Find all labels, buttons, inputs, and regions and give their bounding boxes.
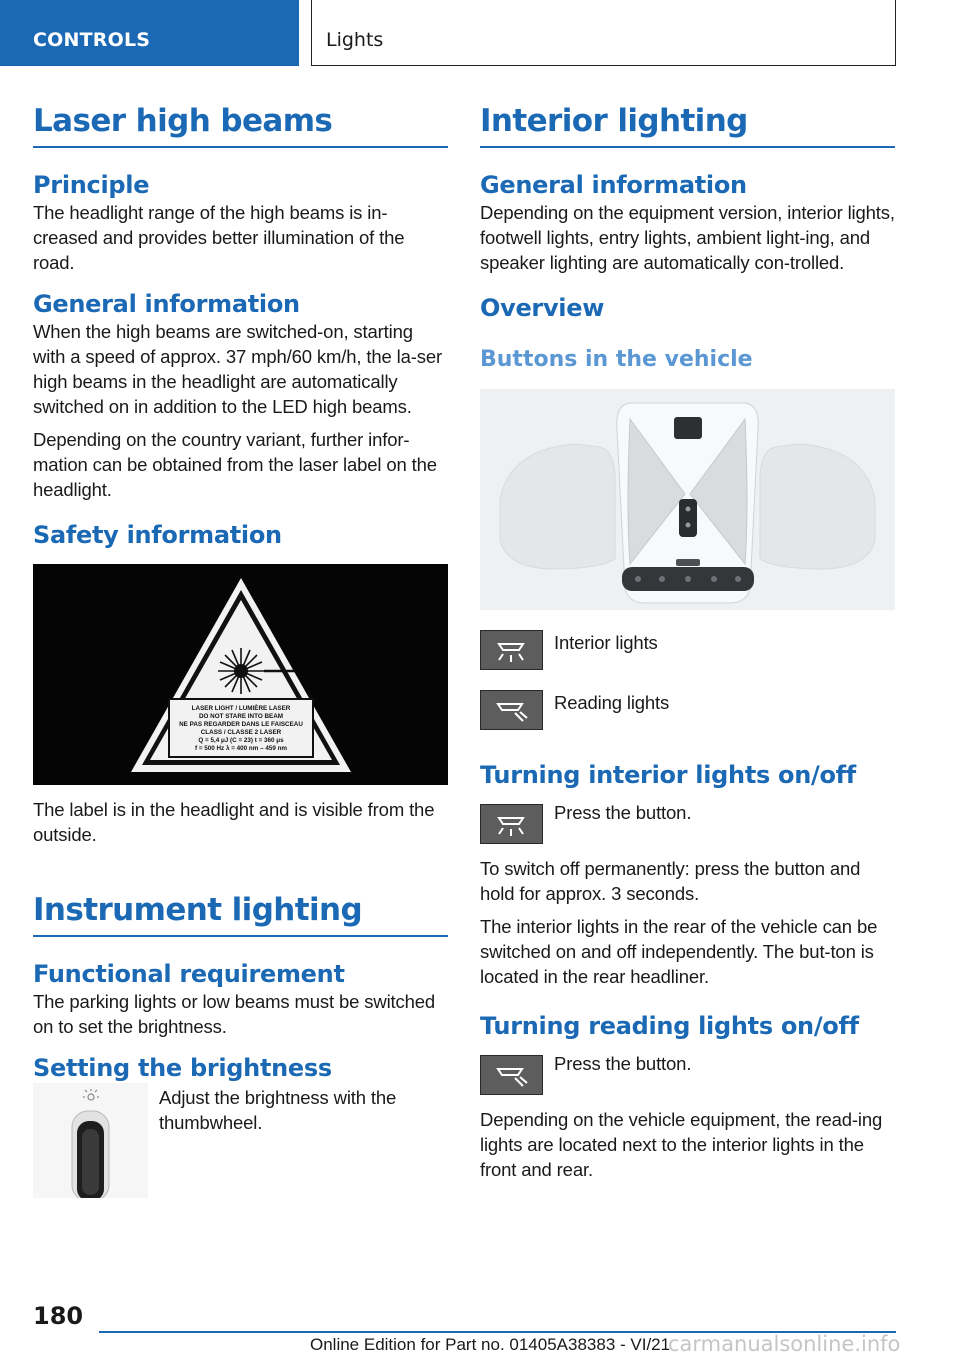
interior-general-text: Depending on the equipment version, interior lights, footwell lights, entry lights, ambient light-ing, and speaker lighting are automatically con-trolled.	[480, 202, 895, 273]
label-line-3: NE PAS REGARDER DANS LE FAISCEAU	[179, 721, 303, 728]
laser-general-p1: When the high beams are switched-on, starting with a speed of approx. 37 mph/60 km/h, the la-ser high beams in the headlight are automatically switched on in addition to the LED high beams.	[33, 321, 442, 417]
buttons-subheading: Buttons in the vehicle	[480, 347, 753, 372]
edition-text: Online Edition for Part no. 01405A38383 - VI/21	[310, 1335, 671, 1354]
watermark: carmanualsonline.info	[668, 1332, 901, 1356]
label-line-2: DO NOT STARE INTO BEAM	[198, 713, 284, 720]
brightness-heading: Setting the brightness	[33, 1054, 332, 1082]
turn-reading-heading: Turning reading lights on/off	[480, 1012, 859, 1040]
instrument-title: Instrument lighting	[33, 891, 448, 937]
laser-general-p2: Depending on the country variant, further infor-mation can be obtained from the laser label on the headlight.	[33, 429, 437, 500]
laser-title: Laser high beams	[33, 102, 448, 148]
turn-interior-heading: Turning interior lights on/off	[480, 761, 856, 789]
interior-light-icon	[480, 630, 543, 670]
reading-light-icon	[480, 690, 543, 730]
section-tab: CONTROLS	[0, 0, 299, 66]
turn-interior-p1: To switch off permanently: press the button and hold for approx. 3 seconds.	[480, 858, 861, 904]
page-number: 180	[33, 1302, 84, 1330]
label-line-6: f = 500 Hz λ = 400 nm – 459 nm	[194, 745, 288, 752]
turn-interior-p2: The interior lights in the rear of the vehicle can be switched on and off independently. The but-ton is located in the rear headliner.	[480, 916, 878, 987]
label-line-5: Q = 5,4 μJ (C = 23) t = 360 μs	[198, 737, 284, 744]
interior-lights-label: Interior lights	[554, 632, 658, 653]
turn-reading-press: Press the button.	[554, 1053, 692, 1074]
principle-heading: Principle	[33, 171, 150, 199]
overview-heading: Overview	[480, 294, 605, 322]
brightness-icon	[83, 1089, 99, 1100]
roof-console-photo	[480, 389, 895, 610]
brightness-text: Adjust the brightness with the thumbwheel.	[159, 1087, 397, 1133]
functional-heading: Functional requirement	[33, 960, 345, 988]
turn-interior-press: Press the button.	[554, 802, 692, 823]
interior-light-button-icon	[480, 804, 543, 844]
safety-heading: Safety information	[33, 521, 282, 549]
label-line-4: CLASS / CLASSE 2 LASER	[200, 729, 282, 736]
principle-text: The headlight range of the high beams is in-creased and provides better illumination of the road.	[33, 202, 405, 273]
left-column	[33, 102, 448, 1198]
interior-general-heading: General information	[480, 171, 747, 199]
laser-label-photo	[33, 564, 448, 785]
safety-caption: The label is in the headlight and is visible from the outside.	[33, 799, 435, 845]
interior-title: Interior lighting	[480, 102, 895, 148]
turn-reading-p1: Depending on the vehicle equipment, the read-ing lights are located next to the interior lights in the front and rear.	[480, 1109, 883, 1180]
functional-text: The parking lights or low beams must be switched on to set the brightness.	[33, 991, 436, 1037]
laser-general-heading: General information	[33, 290, 300, 318]
reading-light-button-icon	[480, 1055, 543, 1095]
right-column	[480, 102, 895, 1182]
topic-header: Lights	[311, 0, 896, 66]
thumbwheel-photo	[33, 1083, 148, 1198]
label-line-1: LASER LIGHT / LUMIÈRE LASER	[191, 705, 291, 712]
reading-lights-label: Reading lights	[554, 692, 670, 713]
